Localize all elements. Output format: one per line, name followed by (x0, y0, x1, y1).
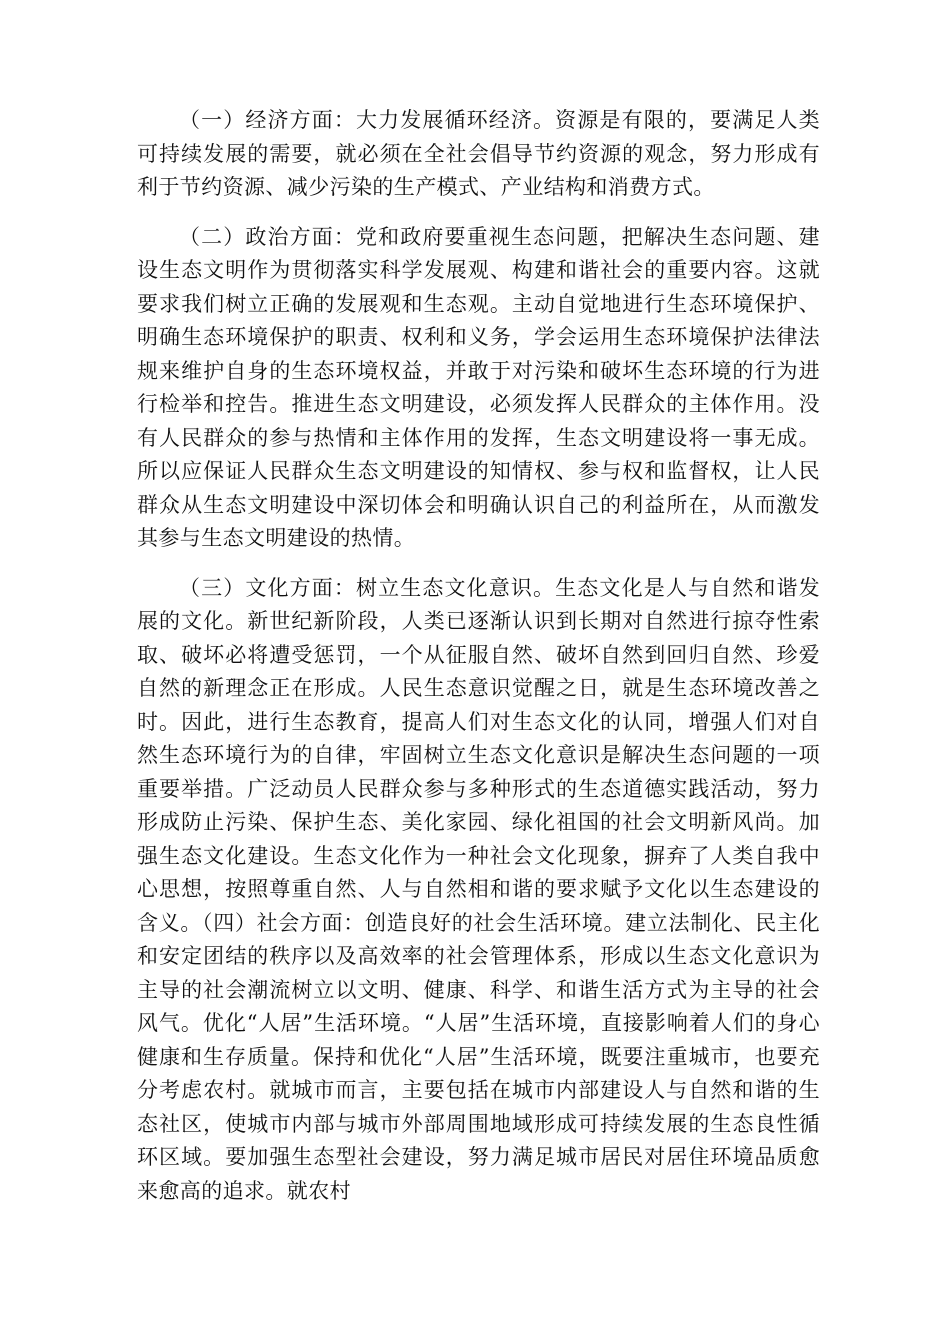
paragraph-culture-society: （三）文化方面：树立生态文化意识。生态文化是人与自然和谐发展的文化。新世纪新阶段，人类已逐渐认识到长期对自然进行掠夺性索取、破坏必将遭受惩罚，一个从征服自然、破坏自然到回归自然、珍爱自然的新理念正在形成。人民生态意识觉醒之日，就是生态环境改善之时。因此，进行生态教育，提高人们对生态文化的认同，增强人们对自然生态环境行为的自律，牢固树立生态文化意识是解决生态问题的一项重要举措。广泛动员人民群众参与多种形式的生态道德实践活动，努力形成防止污染、保护生态、美化家园、绿化祖国的社会文明新风尚。加强生态文化建设。生态文化作为一种社会文化现象，摒弃了人类自我中心思想，按照尊重自然、人与自然相和谐的要求赋予文化以生态建设的含义。（四）社会方面：创造良好的社会生活环境。建立法制化、民主化和安定团结的秩序以及高效率的社会管理体系，形成以生态文化意识为主导的社会潮流树立以文明、健康、科学、和谐生活方式为主导的社会风气。优化“人居”生活环境。“人居”生活环境，直接影响着人们的身心健康和生存质量。保持和优化“人居”生活环境，既要注重城市，也要充分考虑农村。就城市而言，主要包括在城市内部建设人与自然和谐的生态社区，使城市内部与城市外部周围地域形成可持续发展的生态良性循环区域。要加强生态型社会建设，努力满足城市居民对居住环境品质愈来愈高的追求。就农村 (137, 575, 820, 1203)
document-page (137, 104, 820, 1224)
paragraph-politics: （二）政治方面：党和政府要重视生态问题，把解决生态问题、建设生态文明作为贯彻落实科学发展观、构建和谐社会的重要内容。这就要求我们树立正确的发展观和生态观。主动自觉地进行生态环境保护、明确生态环境保护的职责、权利和义务，学会运用生态环境保护法律法规来维护自身的生态环境权益，并敢于对污染和破坏生态环境的行为进行检举和控告。推进生态文明建设，必须发挥人民群众的主体作用。没有人民群众的参与热情和主体作用的发挥，生态文明建设将一事无成。所以应保证人民群众生态文明建设的知情权、参与权和监督权，让人民群众从生态文明建设中深切体会和明确认识自己的利益所在，从而激发其参与生态文明建设的热情。 (137, 224, 820, 550)
paragraph-economy: （一）经济方面：大力发展循环经济。资源是有限的，要满足人类可持续发展的需要，就必须在全社会倡导节约资源的观念，努力形成有利于节约资源、减少污染的生产模式、产业结构和消费方式。 (137, 108, 820, 199)
